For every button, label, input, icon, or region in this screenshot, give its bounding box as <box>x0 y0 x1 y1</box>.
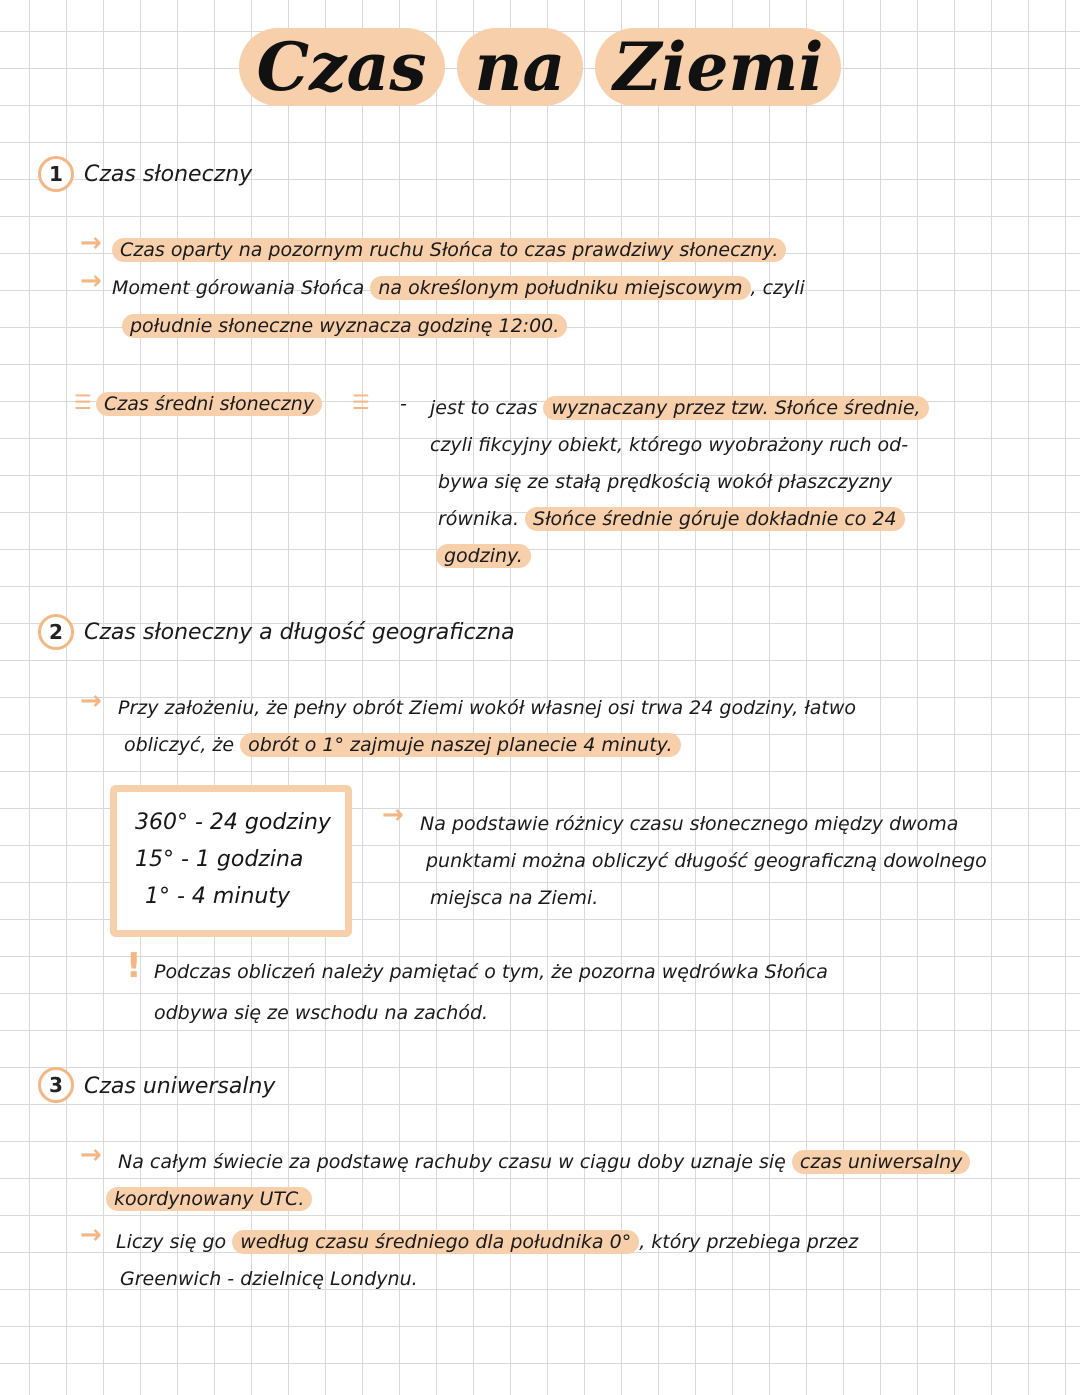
term-text <box>96 386 322 423</box>
bullet-text <box>118 1144 970 1181</box>
title-word: na <box>457 28 584 106</box>
section-heading: Czas słoneczny <box>84 162 253 187</box>
highlighted-text: obrót o 1° zajmuje naszej planecie 4 minuty. <box>240 733 680 757</box>
conversion-line: 360° - 24 godziny <box>135 810 331 835</box>
text-run: Na całym świecie za podstawę rachuby czasu w ciągu doby uznaje się <box>118 1151 792 1173</box>
text-run: Moment górowania Słońca <box>112 277 371 299</box>
arrow-right-icon: → <box>80 1140 102 1170</box>
bullet-text: punktami można obliczyć długość geograficzną dowolnego <box>426 850 987 872</box>
conversion-line: 1° - 4 minuty <box>145 884 290 909</box>
warning-text: Podczas obliczeń należy pamiętać o tym, że pozorna wędrówka Słońca <box>154 961 828 983</box>
bullet-text <box>112 232 786 269</box>
highlighted-text: Czas średni słoneczny <box>96 392 322 416</box>
title-word: Ziemi <box>595 28 841 106</box>
highlighted-text: na określonym południku miejscowym <box>370 276 750 300</box>
section-number-badge: 2 <box>38 614 74 650</box>
bullet-text <box>112 270 805 307</box>
definition-text <box>430 390 929 427</box>
definition-text <box>438 501 905 538</box>
bullet-text <box>124 727 681 764</box>
highlighted-text: koordynowany UTC. <box>106 1187 312 1211</box>
highlighted-text: południe słoneczne wyznacza godzinę 12:00. <box>122 314 567 338</box>
definition-text: bywa się ze stałą prędkością wokół płaszczyzny <box>438 471 893 493</box>
highlighted-text: wyznaczany przez tzw. Słońce średnie, <box>543 396 928 420</box>
highlighted-text: Słońce średnie góruje dokładnie co 24 <box>525 507 905 531</box>
definition-text: czyli fikcyjny obiekt, którego wyobrażony ruch od- <box>430 434 909 456</box>
bullet-text <box>122 308 567 345</box>
section-heading: Czas słoneczny a długość geograficzna <box>84 620 515 645</box>
arrow-right-icon: → <box>80 686 102 716</box>
bullet-text: Greenwich - dzielnicę Londynu. <box>120 1268 418 1290</box>
conversion-box <box>110 785 352 937</box>
highlighted-text: godziny. <box>436 544 531 568</box>
text-run: jest to czas <box>430 397 544 419</box>
bullet-text: Przy założeniu, że pełny obrót Ziemi wokół własnej osi trwa 24 godziny, łatwo <box>118 697 856 719</box>
sun-rays-icon: ☰ <box>74 390 92 414</box>
highlighted-text: według czasu średniego dla południka 0° <box>232 1230 639 1254</box>
page-title <box>0 28 1080 106</box>
dash: - <box>400 393 407 415</box>
title-word: Czas <box>239 28 445 106</box>
section-number-badge: 3 <box>38 1067 74 1103</box>
bullet-text: miejsca na Ziemi. <box>430 887 599 909</box>
exclamation-icon: ! <box>126 946 142 986</box>
text-run: równika. <box>438 508 526 530</box>
bullet-text: Na podstawie różnicy czasu słonecznego między dwoma <box>420 813 959 835</box>
arrow-right-icon: → <box>80 228 102 258</box>
text-run: Liczy się go <box>116 1231 233 1253</box>
text-run: , czyli <box>750 277 805 299</box>
arrow-right-icon: → <box>382 800 404 830</box>
highlighted-text: Czas oparty na pozornym ruchu Słońca to czas prawdziwy słoneczny. <box>112 238 786 262</box>
text-run: obliczyć, że <box>124 734 241 756</box>
definition-text <box>436 538 531 575</box>
bullet-text <box>106 1181 312 1218</box>
highlighted-text: czas uniwersalny <box>792 1150 971 1174</box>
section-heading: Czas uniwersalny <box>84 1074 276 1099</box>
warning-text: odbywa się ze wschodu na zachód. <box>154 1002 489 1024</box>
conversion-line: 15° - 1 godzina <box>135 847 304 872</box>
arrow-right-icon: → <box>80 266 102 296</box>
section-number-badge: 1 <box>38 156 74 192</box>
arrow-right-icon: → <box>80 1220 102 1250</box>
text-run: , który przebiega przez <box>639 1231 859 1253</box>
bullet-text <box>116 1224 858 1261</box>
sun-rays-icon: ☰ <box>352 390 370 414</box>
